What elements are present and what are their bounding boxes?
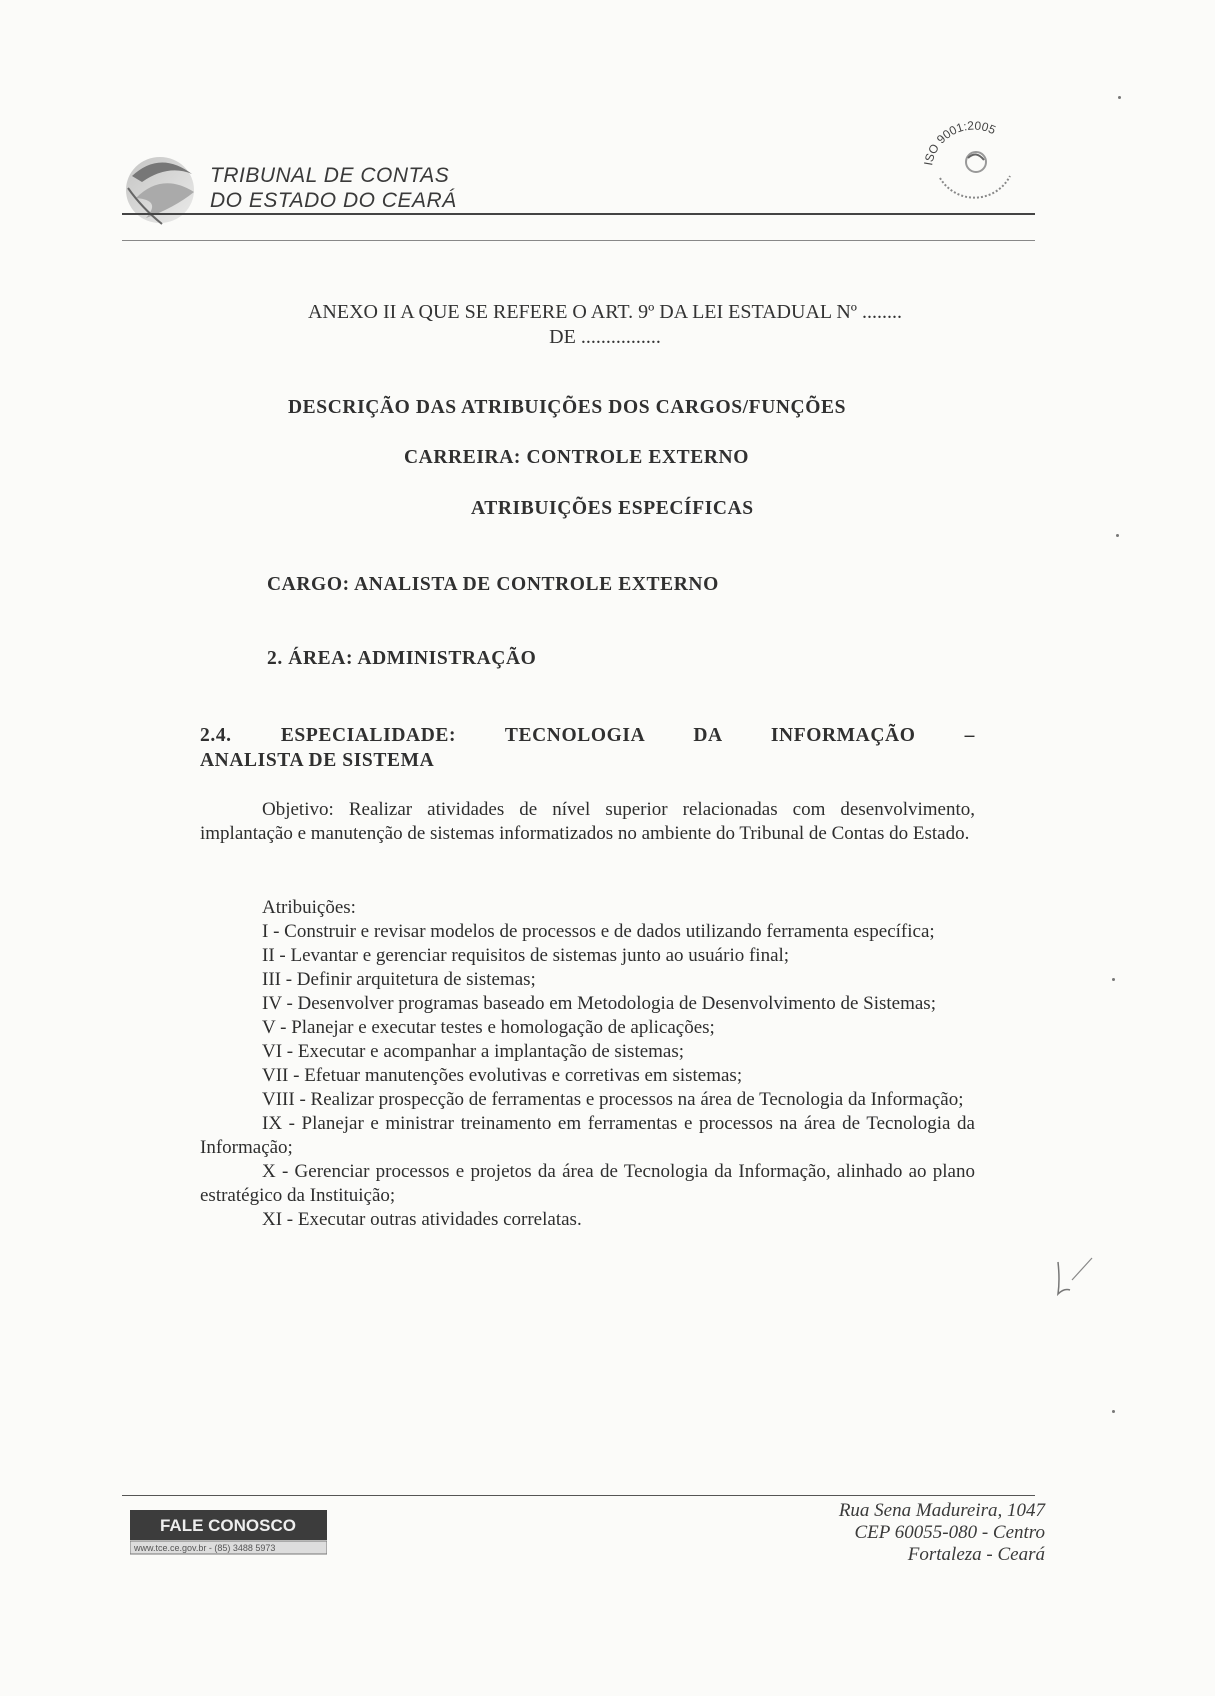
iso-certification-seal-icon	[918, 108, 1026, 208]
annex-title-line2: DE ................	[549, 326, 661, 348]
career-heading: CARREIRA: CONTROLE EXTERNO	[404, 447, 749, 468]
annex-title-line1: ANEXO II A QUE SE REFERE O ART. 9º DA LEI ESTADUAL Nº ........	[307, 301, 903, 323]
org-name-line1: TRIBUNAL DE CONTAS	[210, 164, 450, 187]
address-line3: Fortaleza - Ceará	[907, 1544, 1045, 1565]
list-item: I - Construir e revisar modelos de processos e de dados utilizando ferramenta específica;	[262, 921, 935, 942]
objective-paragraph: Objetivo: Realizar atividades de nível superior relacionadas com desenvolvimento, implantação e manutenção de sistemas informatizados no ambiente do Tribunal de Contas do Estado.	[200, 799, 975, 844]
description-heading: DESCRIÇÃO DAS ATRIBUIÇÕES DOS CARGOS/FUNÇÕES	[288, 397, 847, 418]
list-item: IX - Planejar e ministrar treinamento em ferramentas e processos na área de Tecnologia da Informação;	[200, 1113, 975, 1158]
organization-name	[210, 163, 457, 213]
list-item: X - Gerenciar processos e projetos da área de Tecnologia da Informação, alinhado ao plano estratégico da Instituição;	[200, 1161, 975, 1206]
cargo-heading: CARGO: ANALISTA DE CONTROLE EXTERNO	[267, 574, 719, 595]
list-item: V - Planejar e executar testes e homologação de aplicações;	[262, 1017, 715, 1038]
handwritten-initial-mark	[1050, 1250, 1100, 1300]
list-item: IV - Desenvolver programas baseado em Metodologia de Desenvolvimento de Sistemas;	[262, 993, 936, 1014]
iso-seal-text: ISO 9001:2005	[921, 118, 998, 167]
header-divider	[122, 213, 1035, 215]
area-heading: 2. ÁREA: ADMINISTRAÇÃO	[267, 648, 537, 669]
specific-attributions-heading: ATRIBUIÇÕES ESPECÍFICAS	[471, 498, 754, 519]
specialty-heading-line2: ANALISTA DE SISTEMA	[200, 750, 435, 771]
org-name-line2: DO ESTADO DO CEARÁ	[210, 189, 457, 212]
tce-ceara-logo-icon	[122, 148, 200, 228]
banner-text: FALE CONOSCO	[159, 1516, 297, 1535]
list-item: XI - Executar outras atividades correlatas.	[262, 1209, 582, 1230]
address-line2: CEP 60055-080 - Centro	[854, 1522, 1045, 1543]
address-line1: Rua Sena Madureira, 1047	[838, 1500, 1045, 1521]
fale-conosco-banner	[130, 1510, 327, 1555]
list-item: VII - Efetuar manutenções evolutivas e corretivas em sistemas;	[262, 1065, 743, 1086]
banner-subtext: www.tce.ce.gov.br - (85) 3488 5973	[134, 1543, 276, 1553]
list-item: VI - Executar e acompanhar a implantação de sistemas;	[262, 1041, 685, 1062]
attributions-label: Atribuições:	[262, 897, 356, 918]
scan-speck	[1112, 1410, 1115, 1413]
attributions-list	[200, 920, 975, 1232]
scan-speck	[1112, 978, 1115, 981]
footer-address	[839, 1500, 1045, 1566]
list-item: II - Levantar e gerenciar requisitos de sistemas junto ao usuário final;	[262, 945, 790, 966]
specialty-heading-line1: 2.4. ESPECIALIDADE: TECNOLOGIA DA INFORMAÇÃO –	[200, 725, 975, 746]
scan-speck	[1116, 534, 1119, 537]
list-item: VIII - Realizar prospecção de ferramentas e processos na área de Tecnologia da Informação;	[262, 1089, 964, 1110]
footer-divider	[122, 1495, 1035, 1496]
annex-title	[150, 300, 1060, 350]
list-item: III - Definir arquitetura de sistemas;	[262, 969, 536, 990]
scan-speck	[1118, 96, 1121, 99]
header-divider-thin	[122, 240, 1035, 241]
